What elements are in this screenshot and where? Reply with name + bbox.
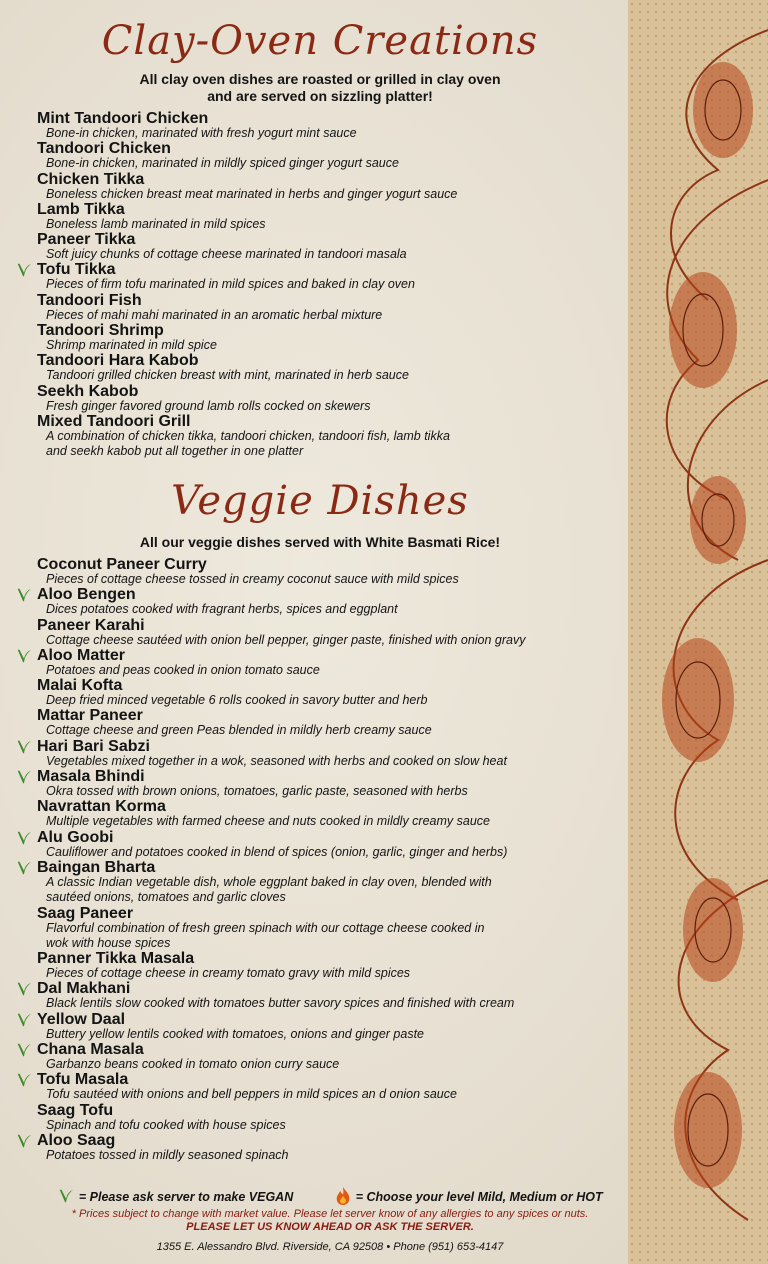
clay-subtitle-line1: All clay oven dishes are roasted or grilled in clay oven [139,71,501,87]
menu-item-name: Aloo Bengen [37,586,136,604]
menu-item-name: Saag Tofu [37,1101,114,1119]
veggie-subtitle: All our veggie dishes served with White Basmati Rice! [139,534,501,550]
menu-item [37,293,637,323]
menu-item-name: Coconut Paneer Curry [37,556,207,573]
menu-item [37,981,637,1011]
menu-item-description: Potatoes tossed in mildly seasoned spinach [46,1147,289,1162]
menu-item-description: Cauliflower and potatoes cooked in blend of spices (onion, garlic, ginger and herbs) [46,844,508,859]
menu-item [37,1072,637,1102]
leaf-icon [15,261,33,279]
menu-item-name: Chicken Tikka [37,170,145,188]
menu-item [37,708,637,738]
menu-item-name: Tandoori Fish [37,291,142,309]
menu-item [37,172,637,202]
vegan-legend-text: = Please ask server to make VEGAN [78,1190,294,1204]
menu-item-name: Tandoori Hara Kabob [37,352,199,370]
menu-item [37,906,637,952]
leaf-icon [15,586,33,604]
menu-item-description: Flavorful combination of fresh green spinach with our cottage cheese cooked in [46,920,485,935]
menu-item [37,1042,637,1072]
menu-item-name: Seekh Kabob [37,382,139,400]
leaf-icon [15,1132,33,1150]
menu-item [37,323,637,353]
menu-item [37,1103,637,1133]
menu-item-name: Aloo Saag [37,1131,116,1149]
menu-item [37,384,637,414]
menu-item-name: Mint Tandoori Chicken [37,110,209,127]
menu-item-description-cont: and seekh kabob put all together in one platter [46,444,304,459]
menu-item-name: Dal Makhani [37,980,131,998]
leaf-icon [15,829,33,847]
menu-item [37,587,637,617]
leaf-icon [15,647,33,665]
section-title-clay-oven: Clay-Oven Creations [101,18,539,64]
legend-row [0,1186,660,1206]
spice-legend-text: = Choose your level Mild, Medium or HOT [355,1190,603,1204]
menu-item-description: Cottage cheese and green Peas blended in mildly herb creamy sauce [46,723,432,738]
menu-item-name: Saag Paneer [37,904,134,922]
menu-item-name: Tandoori Shrimp [37,322,164,340]
menu-item-name: Hari Bari Sabzi [37,737,150,755]
leaf-icon [15,859,33,877]
menu-item-description: Cottage cheese sautéed with onion bell pepper, ginger paste, finished with onion gravy [46,632,526,647]
menu-item-description: Pieces of cottage cheese tossed in creamy coconut sauce with mild spices [46,572,459,586]
menu-item [37,111,637,141]
menu-item-description: Tandoori grilled chicken breast with mint, marinated in herb sauce [46,368,409,383]
menu-item-name: Tofu Tikka [37,261,116,279]
menu-item-name: Masala Bhindi [37,768,145,786]
menu-item [37,414,637,460]
section-title-veggie: Veggie Dishes [171,478,469,524]
menu-item-description: Pieces of firm tofu marinated in mild spices and baked in clay oven [46,277,415,292]
menu-item-description: Multiple vegetables with farmed cheese and nuts cooked in mildly creamy sauce [46,814,490,829]
menu-item [37,232,637,262]
menu-item-description: Black lentils slow cooked with tomatoes butter savory spices and finished with cream [46,996,515,1011]
leaf-icon [15,1041,33,1059]
menu-item-description-cont: sautéed onions, tomatoes and garlic cloves [46,890,286,905]
menu-item [37,860,637,906]
menu-item-description: Pieces of cottage cheese in creamy tomato gravy with mild spices [46,966,411,981]
menu-item-description: Okra tossed with brown onions, tomatoes, garlic paste, seasoned with herbs [46,784,468,799]
menu-item-name: Baingan Bharta [37,858,156,876]
menu-item-description: Boneless lamb marinated in mild spices [46,216,266,231]
leaf-icon [15,1011,33,1029]
leaf-icon [15,1071,33,1089]
menu-item [37,678,637,708]
menu-item-name: Mattar Paneer [37,707,143,725]
menu-item [37,1012,637,1042]
leaf-icon [57,1187,75,1205]
menu-item-name: Yellow Daal [37,1010,126,1028]
menu-item [37,769,637,799]
menu-item-name: Paneer Tikka [37,231,136,249]
menu-item-name: Chana Masala [37,1041,144,1059]
leaf-icon [15,768,33,786]
menu-item-name: Mixed Tandoori Grill [37,412,191,430]
menu-item [37,951,637,981]
menu-item-description: Garbanzo beans cooked in tomato onion curry sauce [46,1057,340,1072]
menu-item-description: A combination of chicken tikka, tandoori chicken, tandoori fish, lamb tikka [46,428,450,443]
menu-item [37,618,637,648]
menu-item-description: Bone-in chicken, marinated in mildly spiced ginger yogurt sauce [46,156,399,171]
menu-item-description: Vegetables mixed together in a wok, seasoned with herbs and cooked on slow heat [46,753,507,768]
menu-item-description: Fresh ginger favored ground lamb rolls cocked on skewers [46,398,371,413]
menu-item-description: Dices potatoes cooked with fragrant herbs, spices and eggplant [46,602,398,617]
allergy-note: PLEASE LET US KNOW AHEAD OR ASK THE SERVER. [186,1221,474,1233]
leaf-icon [15,738,33,756]
menu-item-name: Aloo Matter [37,646,125,664]
restaurant-address: 1355 E. Alessandro Blvd. Riverside, CA 92508 • Phone (951) 653-4147 [156,1241,504,1253]
menu-item-name: Alu Goobi [37,828,114,846]
menu-item-name: Paneer Karahi [37,616,145,634]
menu-item-description: Soft juicy chunks of cottage cheese marinated in tandoori masala [46,247,407,262]
menu-item-description: Tofu sautéed with onions and bell peppers in mild spices an d onion sauce [46,1087,457,1102]
menu-item [37,557,637,587]
henna-border [628,0,768,1264]
menu-item [37,648,637,678]
flame-icon [334,1186,352,1206]
menu-item-description: Bone-in chicken, marinated with fresh yogurt mint sauce [46,126,357,140]
menu-item [37,202,637,232]
menu-item-name: Tofu Masala [37,1071,129,1089]
menu-item-name: Tandoori Chicken [37,140,171,158]
price-note: * Prices subject to change with market value. Please let server know of any allergies to any spices or nuts. [71,1208,589,1220]
menu-item-description: Deep fried minced vegetable 6 rolls cooked in savory butter and herb [46,693,428,708]
menu-item-description: Pieces of mahi mahi marinated in an aromatic herbal mixture [46,307,383,322]
menu-item [37,1133,637,1163]
menu-item [37,830,637,860]
menu-item [37,141,637,171]
menu-item-description: Shrimp marinated in mild spice [46,338,217,353]
menu-item-description: A classic Indian vegetable dish, whole eggplant baked in clay oven, blended with [46,874,492,889]
menu-item-description: Potatoes and peas cooked in onion tomato sauce [46,662,320,677]
menu-item [37,739,637,769]
menu-item-description: Boneless chicken breast meat marinated in herbs and ginger yogurt sauce [46,186,458,201]
leaf-icon [15,980,33,998]
menu-item-name: Lamb Tikka [37,200,125,218]
menu-item-description: Spinach and tofu cooked with house spices [46,1117,286,1132]
menu-item-description: Buttery yellow lentils cooked with tomatoes, onions and ginger paste [46,1026,424,1041]
menu-item-name: Malai Kofta [37,677,123,695]
menu-item-description-cont: wok with house spices [46,935,171,950]
menu-item [37,353,637,383]
menu-item [37,262,637,292]
veggie-menu-list [37,557,637,1163]
clay-subtitle-line2: and are served on sizzling platter! [207,88,433,104]
clay-oven-menu-list [37,111,637,460]
menu-item [37,799,637,829]
menu-item-name: Panner Tikka Masala [37,950,195,968]
menu-item-name: Navrattan Korma [37,798,166,816]
